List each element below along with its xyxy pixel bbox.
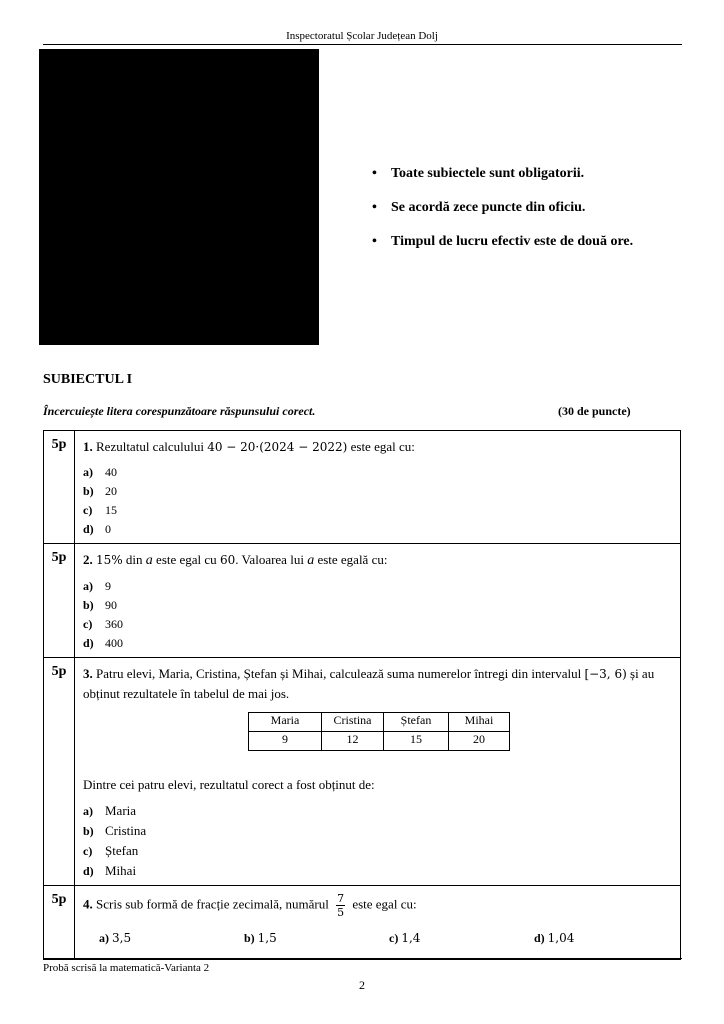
math-value: 60 xyxy=(219,553,236,567)
stem-text: este egal cu: xyxy=(350,439,415,454)
question-body xyxy=(75,658,681,886)
question-stem xyxy=(83,892,672,919)
option-label: d) xyxy=(534,931,545,945)
answer-option[interactable] xyxy=(83,463,672,482)
question-row xyxy=(44,658,681,886)
results-value-cell: 9 xyxy=(249,732,322,751)
question-number: 4. xyxy=(83,896,93,912)
option-label: c) xyxy=(83,503,93,517)
option-label: a) xyxy=(99,931,109,945)
option-label: d) xyxy=(83,636,94,650)
section-instruction: Încercuiește litera corespunzătoare răspunsului corect. xyxy=(43,404,316,418)
math-variable: a xyxy=(145,553,153,568)
option-value: 1,04 xyxy=(547,931,575,945)
question-stem xyxy=(83,437,672,457)
question-body xyxy=(75,544,681,658)
rule-item: • Timpul de lucru efectiv este de două ore. xyxy=(372,232,633,266)
answer-option[interactable] xyxy=(83,801,672,821)
stem-text: Patru elevi, Maria, Cristina, Ștefan și Mihai, calculează suma numerelor întregi din intervalul xyxy=(96,666,582,681)
question-stem xyxy=(83,664,672,704)
question-points: 5p xyxy=(44,886,75,960)
option-value: Maria xyxy=(105,803,137,818)
answer-options xyxy=(83,801,672,881)
question-row xyxy=(44,886,681,960)
rule-item: • Toate subiectele sunt obligatorii. xyxy=(372,164,633,198)
results-header-cell: Maria xyxy=(249,713,322,732)
math-fraction xyxy=(336,892,345,919)
question-body xyxy=(75,886,681,960)
option-value: 1,4 xyxy=(401,931,421,945)
answer-option[interactable] xyxy=(83,596,672,615)
math-variable: a xyxy=(307,553,315,568)
answer-option[interactable] xyxy=(83,861,672,881)
stem-text: Rezultatul calculului xyxy=(96,439,204,454)
section-points: (30 de puncte) xyxy=(558,404,631,418)
option-label: a) xyxy=(83,804,93,818)
option-value: 1,5 xyxy=(257,931,277,945)
option-label: a) xyxy=(83,579,93,593)
option-label: c) xyxy=(83,844,93,858)
option-value: 20 xyxy=(105,484,117,498)
answer-option[interactable] xyxy=(83,482,672,501)
results-header-cell: Cristina xyxy=(322,713,384,732)
option-value: Mihai xyxy=(105,863,137,878)
option-value: Ștefan xyxy=(105,843,139,858)
question-points: 5p xyxy=(44,544,75,658)
option-label: a) xyxy=(83,465,93,479)
answer-option[interactable] xyxy=(83,615,672,634)
stem-text: . Valoarea lui xyxy=(235,552,304,567)
fraction-denominator: 5 xyxy=(337,906,345,919)
question-number: 1. xyxy=(83,439,93,454)
answer-options xyxy=(83,463,672,539)
results-header-row xyxy=(249,713,510,732)
question-follow-up: Dintre cei patru elevi, rezultatul corect a fost obținut de: xyxy=(83,777,375,792)
option-label: b) xyxy=(83,824,94,838)
option-label: b) xyxy=(244,931,255,945)
results-value-cell: 15 xyxy=(384,732,449,751)
option-label: c) xyxy=(389,931,399,945)
footer-divider xyxy=(43,958,682,959)
section-title: SUBIECTUL I xyxy=(43,372,133,387)
answer-option[interactable] xyxy=(83,821,672,841)
results-header-cell: Mihai xyxy=(449,713,510,732)
answer-option[interactable] xyxy=(83,577,672,596)
option-value: 0 xyxy=(105,522,111,536)
option-value: 15 xyxy=(105,503,117,517)
option-value: 90 xyxy=(105,598,117,612)
answer-options xyxy=(83,577,672,653)
option-value: 40 xyxy=(105,465,117,479)
option-value: Cristina xyxy=(105,823,147,838)
option-value: 9 xyxy=(105,579,111,593)
option-label: b) xyxy=(83,598,94,612)
option-label: b) xyxy=(83,484,94,498)
stem-text: din xyxy=(125,552,143,567)
question-row xyxy=(44,431,681,544)
stem-text: este egal cu xyxy=(156,552,217,567)
stem-text: și au obținut rezultatele în tabelul de mai jos. xyxy=(83,666,655,701)
results-table xyxy=(248,712,510,751)
rule-item: • Se acordă zece puncte din oficiu. xyxy=(372,198,633,232)
results-value-cell: 20 xyxy=(449,732,510,751)
fraction-numerator: 7 xyxy=(337,892,345,905)
page-header-title: Inspectoratul Școlar Județean Dolj xyxy=(286,30,438,42)
question-points: 5p xyxy=(44,658,75,886)
results-header-cell: Ștefan xyxy=(384,713,449,732)
header-divider xyxy=(43,44,682,45)
footer-text: Probă scrisă la matematică-Varianta 2 xyxy=(43,962,210,974)
question-stem xyxy=(83,550,672,571)
math-interval: [−3, 6) xyxy=(584,667,627,681)
answer-option[interactable] xyxy=(518,931,663,946)
question-number: 3. xyxy=(83,666,93,681)
answer-option[interactable] xyxy=(83,501,672,520)
exam-rules-list xyxy=(372,164,633,266)
answer-option[interactable] xyxy=(228,931,373,946)
option-label: d) xyxy=(83,522,94,536)
question-points: 5p xyxy=(44,431,75,544)
redacted-block xyxy=(39,49,319,345)
math-expression: 40 − 20·(2024 − 2022) xyxy=(207,440,348,454)
question-body xyxy=(75,431,681,544)
stem-text: este egală cu: xyxy=(317,552,388,567)
results-value-cell: 12 xyxy=(322,732,384,751)
answer-option[interactable] xyxy=(83,634,672,653)
option-value: 360 xyxy=(105,617,123,631)
option-label: d) xyxy=(83,864,94,878)
option-label: c) xyxy=(83,617,93,631)
answer-option[interactable] xyxy=(83,520,672,539)
answer-option[interactable] xyxy=(373,931,518,946)
option-value: 400 xyxy=(105,636,123,650)
option-value: 3,5 xyxy=(112,931,132,945)
results-value-row xyxy=(249,732,510,751)
answer-option[interactable] xyxy=(83,931,228,946)
math-percent: 15% xyxy=(96,553,123,567)
answer-option[interactable] xyxy=(83,841,672,861)
answer-options xyxy=(83,931,672,946)
question-number: 2. xyxy=(83,552,93,567)
stem-text: este egal cu: xyxy=(352,896,417,912)
question-row xyxy=(44,544,681,658)
questions-table xyxy=(43,430,681,960)
page-number: 2 xyxy=(359,978,365,992)
stem-text: Scris sub formă de fracție zecimală, numărul xyxy=(96,896,329,912)
